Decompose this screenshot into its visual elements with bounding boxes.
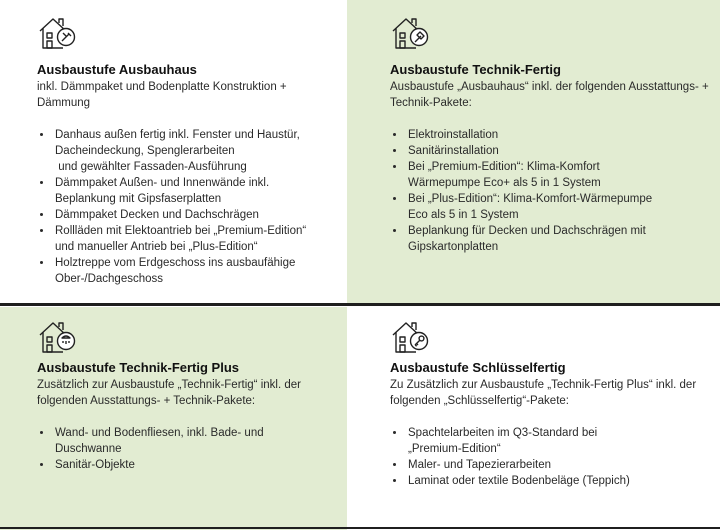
list-item: • Bei „Premium-Edition“: Klima-Komfort Wärmepumpe Eco+ als 5 in 1 System <box>406 159 710 191</box>
panel-content <box>37 359 337 473</box>
feature-list <box>390 425 710 489</box>
list-item: • Dämmpaket Decken und Dachschrägen <box>53 207 337 223</box>
list-item: • Sanitärinstallation <box>406 143 710 159</box>
panel-content <box>390 359 710 489</box>
feature-list <box>390 127 710 255</box>
feature-list <box>37 127 337 287</box>
panel-schluesselfertig <box>347 307 720 530</box>
panel-intro: Ausbaustufe „Ausbauhaus“ inkl. der folgenden Ausstattungs- + Technik-Pakete: <box>390 81 709 109</box>
panel-title: Ausbaustufe Technik-Fertig Plus <box>37 360 240 375</box>
list-item: • Rollläden mit Elektoantrieb bei „Premium-Edition“ und manueller Antrieb bei „Plus-Edition“ <box>53 223 337 255</box>
house-shower-icon <box>37 319 77 355</box>
panel-intro: Zusätzlich zur Ausbaustufe „Technik-Fertig“ inkl. der folgenden Ausstattungs- + Technik-Pakete: <box>37 379 301 407</box>
list-item: • Beplankung für Decken und Dachschrägen mit Gipskartonplatten <box>406 223 710 255</box>
house-key-icon <box>390 319 430 355</box>
list-item: • Spachtelarbeiten im Q3-Standard bei „Premium-Edition“ <box>406 425 710 457</box>
panel-technik-fertig-plus <box>0 307 347 530</box>
feature-list <box>37 425 337 473</box>
panel-title: Ausbaustufe Technik-Fertig <box>390 62 561 77</box>
divider <box>0 303 720 306</box>
panel-content <box>37 61 337 287</box>
list-item: • Elektroinstallation <box>406 127 710 143</box>
panel-intro: Zu Zusätzlich zur Ausbaustufe „Technik-Fertig Plus“ inkl. der folgenden „Schlüsselfertig“-Pakete: <box>390 379 697 407</box>
bottom-divider <box>0 527 720 529</box>
list-item: • Laminat oder textile Bodenbeläge (Teppich) <box>406 473 710 489</box>
list-item: • Dämmpaket Außen- und Innenwände inkl. Beplankung mit Gipsfaserplatten <box>53 175 337 207</box>
panel-content <box>390 61 710 255</box>
list-item: • Danhaus außen fertig inkl. Fenster und Haustür, Dacheindeckung, Spenglerarbeiten und gewählter Fassaden-Ausführung <box>53 127 337 175</box>
panel-intro: inkl. Dämmpaket und Bodenplatte Konstruktion + Dämmung <box>37 81 287 109</box>
panel-title: Ausbaustufe Ausbauhaus <box>37 62 197 77</box>
list-item: • Holztreppe vom Erdgeschoss ins ausbaufähige Ober-/Dachgeschoss <box>53 255 337 287</box>
house-brush-icon <box>390 15 430 51</box>
house-tools-icon <box>37 15 77 51</box>
list-item: • Wand- und Bodenfliesen, inkl. Bade- und Duschwanne <box>53 425 337 457</box>
list-item: • Sanitär-Objekte <box>53 457 337 473</box>
panel-title: Ausbaustufe Schlüsselfertig <box>390 360 566 375</box>
list-item: • Maler- und Tapezierarbeiten <box>406 457 710 473</box>
panel-ausbauhaus <box>0 0 347 303</box>
list-item: • Bei „Plus-Edition“: Klima-Komfort-Wärmepumpe Eco als 5 in 1 System <box>406 191 710 223</box>
panel-technik-fertig <box>347 0 720 303</box>
